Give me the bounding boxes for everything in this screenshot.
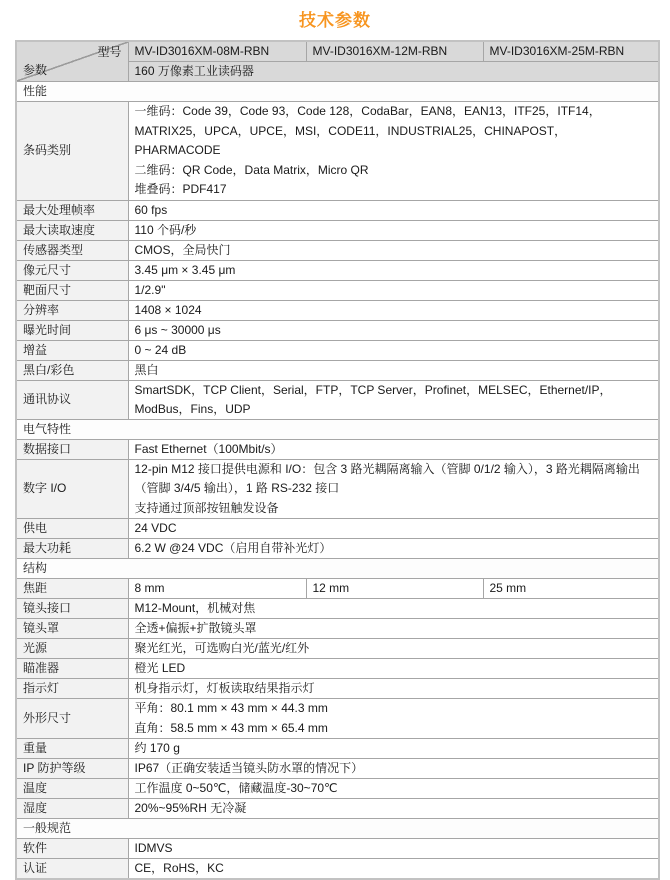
spec-row <box>16 699 659 739</box>
row-value-line: 一维码：Code 39，Code 93，Code 128，CodaBar，EAN8，EAN13，ITF25，ITF14，MATRIX25，UPCA，UPCE，MSI，CODE11，INDUSTRIAL25，CHINAPOST，PHARMACODE <box>134 104 601 157</box>
spec-row <box>16 659 659 679</box>
spec-row <box>16 320 659 340</box>
row-label-cell: 镜头接口 <box>16 599 128 619</box>
spec-row <box>16 360 659 380</box>
spec-row <box>16 380 659 419</box>
row-value-cell: 全透+偏振+扩散镜头罩 <box>128 619 659 639</box>
spec-row <box>16 619 659 639</box>
spec-row <box>16 260 659 280</box>
row-value-line: 平角：80.1 mm × 43 mm × 44.3 mm <box>134 701 328 715</box>
row-value-cell: 约 170 g <box>128 739 659 759</box>
row-value-line: 直角：58.5 mm × 43 mm × 65.4 mm <box>134 720 328 735</box>
row-value-cell: 60 fps <box>128 200 659 220</box>
spec-row <box>16 639 659 659</box>
row-label-cell: 分辨率 <box>16 300 128 320</box>
section-title-cell: 结构 <box>16 559 659 579</box>
row-label-cell: 最大功耗 <box>16 539 128 559</box>
row-value-cell: 黑白 <box>128 360 659 380</box>
row-label-cell: 供电 <box>16 519 128 539</box>
row-label-cell: 通讯协议 <box>16 380 128 419</box>
model-header-cell: MV-ID3016XM-08M-RBN <box>128 41 306 62</box>
row-label-cell: 软件 <box>16 839 128 859</box>
row-value-cell: 3.45 μm × 3.45 μm <box>128 260 659 280</box>
row-label-cell: 靶面尺寸 <box>16 280 128 300</box>
spec-row <box>16 220 659 240</box>
row-label-cell: 焦距 <box>16 579 128 599</box>
row-label-cell: 曝光时间 <box>16 320 128 340</box>
row-value-cell: 聚光红光，可选购白光/蓝光/红外 <box>128 639 659 659</box>
spec-row <box>16 859 659 880</box>
spec-row <box>16 679 659 699</box>
row-value-col-cell: 8 mm <box>128 579 306 599</box>
row-label-cell: 指示灯 <box>16 679 128 699</box>
row-label-cell: 增益 <box>16 340 128 360</box>
row-label-cell: 瞄准器 <box>16 659 128 679</box>
spec-row <box>16 519 659 539</box>
model-header-cell: MV-ID3016XM-12M-RBN <box>306 41 483 62</box>
spec-row <box>16 280 659 300</box>
row-value-cell: CE，RoHS，KC <box>128 859 659 880</box>
row-label-cell: 最大读取速度 <box>16 220 128 240</box>
section-title-cell: 电气特性 <box>16 419 659 439</box>
section-header-row <box>16 82 659 102</box>
row-label-cell: 条码类别 <box>16 102 128 201</box>
spec-row <box>16 439 659 459</box>
corner-label-param: 参数 <box>23 63 48 77</box>
row-value-line: 支持通过顶部按钮触发设备 <box>134 500 279 515</box>
row-value-cell: 0 ~ 24 dB <box>128 340 659 360</box>
row-value-col-cell: 25 mm <box>483 579 659 599</box>
section-header-row <box>16 559 659 579</box>
row-label-cell: 湿度 <box>16 799 128 819</box>
row-value-cell: SmartSDK，TCP Client，Serial，FTP，TCP Server，Profinet，MELSEC，Ethernet/IP，ModBus，Fins，UDP <box>128 380 659 419</box>
row-label-cell: 数字 I/O <box>16 459 128 519</box>
row-value-cell: Fast Ethernet（100Mbit/s） <box>128 439 659 459</box>
spec-row <box>16 539 659 559</box>
spec-table <box>15 40 660 880</box>
row-value-cell: 橙光 LED <box>128 659 659 679</box>
row-value-cell <box>128 699 659 739</box>
row-label-cell: 镜头罩 <box>16 619 128 639</box>
row-value-line: 堆叠码：PDF417 <box>134 182 227 196</box>
row-label-cell: 黑白/彩色 <box>16 360 128 380</box>
spec-table-body <box>16 41 659 879</box>
spec-row <box>16 599 659 619</box>
header-row-models <box>16 41 659 62</box>
row-label-cell: 最大处理帧率 <box>16 200 128 220</box>
row-value-cell: IP67（正确安装适当镜头防水罩的情况下） <box>128 759 659 779</box>
spec-row <box>16 739 659 759</box>
spec-row <box>16 340 659 360</box>
row-label-cell: 温度 <box>16 779 128 799</box>
row-value-line: 12-pin M12 接口提供电源和 I/O：包含 3 路光耦隔离输入（管脚 0/1/2 输入），3 路光耦隔离输出（管脚 3/4/5 输出），1 路 RS-232 接口 <box>134 461 640 495</box>
row-value-cell: IDMVS <box>128 839 659 859</box>
spec-row <box>16 459 659 519</box>
row-value-cell: 110 个码/秒 <box>128 220 659 240</box>
corner-label-model: 型号 <box>97 45 122 59</box>
row-label-cell: 像元尺寸 <box>16 260 128 280</box>
row-value-cell: 24 VDC <box>128 519 659 539</box>
row-value-line: 二维码：QR Code，Data Matrix，Micro QR <box>134 162 369 177</box>
row-value-cell: 工作温度 0~50℃，储藏温度-30~70℃ <box>128 779 659 799</box>
row-value-cell <box>128 459 659 519</box>
section-header-row <box>16 819 659 839</box>
row-label-cell: 认证 <box>16 859 128 880</box>
row-label-cell: 光源 <box>16 639 128 659</box>
row-value-cell: M12-Mount，机械对焦 <box>128 599 659 619</box>
row-label-cell: 传感器类型 <box>16 240 128 260</box>
row-value-cell: 1/2.9" <box>128 280 659 300</box>
page-title: 技术参数 <box>299 11 371 30</box>
spec-row <box>16 839 659 859</box>
row-value-cell: 机身指示灯，灯板读取结果指示灯 <box>128 679 659 699</box>
model-header-cell: MV-ID3016XM-25M-RBN <box>483 41 659 62</box>
spec-row <box>16 300 659 320</box>
spec-row <box>16 779 659 799</box>
row-label-cell: IP 防护等级 <box>16 759 128 779</box>
row-value-col-cell: 12 mm <box>306 579 483 599</box>
section-title-cell: 性能 <box>16 82 659 102</box>
row-value-cell: 1408 × 1024 <box>128 300 659 320</box>
spec-row <box>16 799 659 819</box>
product-subtitle-cell: 160 万像素工业读码器 <box>128 62 659 82</box>
row-value-cell: CMOS，全局快门 <box>128 240 659 260</box>
spec-row <box>16 102 659 201</box>
section-title-cell: 一般规范 <box>16 819 659 839</box>
corner-cell <box>16 41 128 82</box>
row-value-cell: 20%~95%RH 无冷凝 <box>128 799 659 819</box>
row-label-cell: 数据接口 <box>16 439 128 459</box>
section-header-row <box>16 419 659 439</box>
row-value-cell: 6 μs ~ 30000 μs <box>128 320 659 340</box>
row-value-cell: 6.2 W @24 VDC（启用自带补光灯） <box>128 539 659 559</box>
row-label-cell: 外形尺寸 <box>16 699 128 739</box>
spec-row <box>16 240 659 260</box>
spec-row <box>16 759 659 779</box>
row-label-cell: 重量 <box>16 739 128 759</box>
spec-row <box>16 200 659 220</box>
spec-row <box>16 579 659 599</box>
row-value-cell <box>128 102 659 201</box>
